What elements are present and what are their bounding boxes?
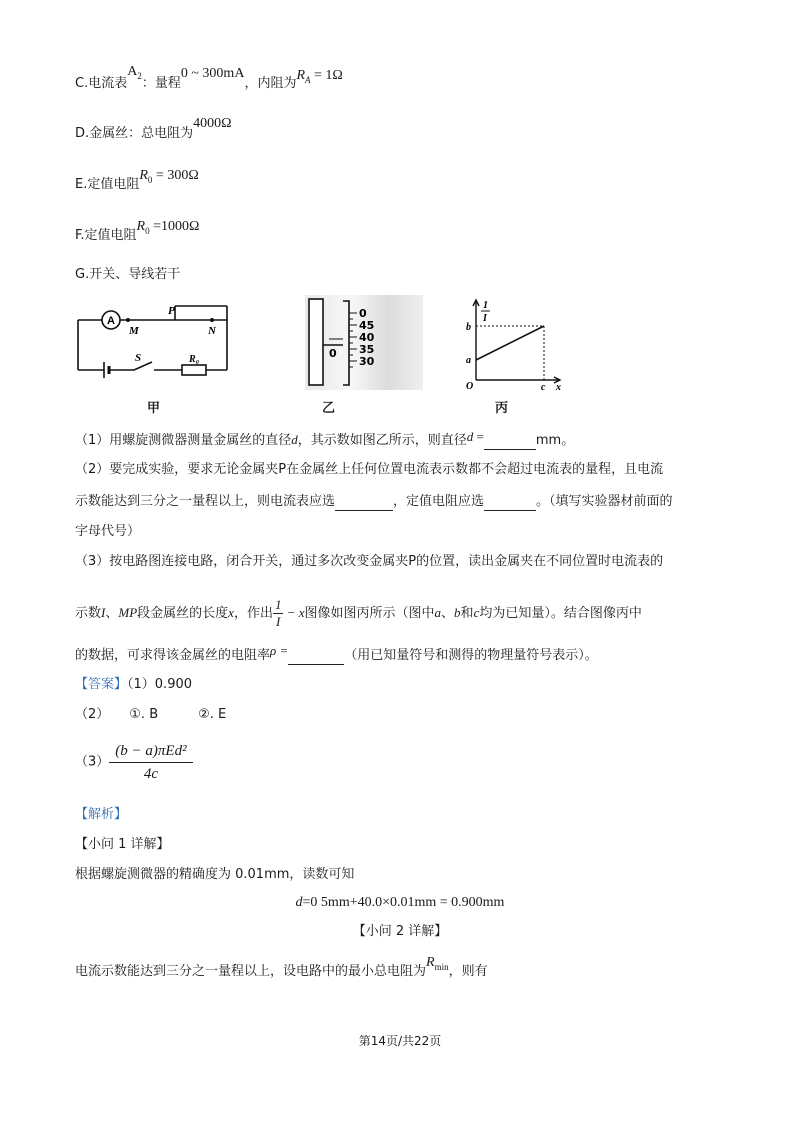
answer-line-3: （3） $\frac{\text{(b − a)πEd²}}{4c}$	[75, 740, 193, 785]
answer-label: 【答案】	[75, 677, 128, 692]
label-b: b	[466, 322, 471, 333]
item-e	[75, 168, 199, 198]
question-3-line-2: 示数I、MP段金属丝的长度x，作出 $\frac{1}{I}$ − x图像如图丙所示（图中a、b和c均为已知量）。结合图像丙中	[75, 597, 642, 629]
item-c	[75, 64, 343, 97]
answer-blank-2a[interactable]	[335, 496, 393, 511]
ammeter-label: A	[107, 315, 115, 327]
answer-blank-2b[interactable]	[484, 496, 536, 511]
range-value: 0 ~ 300mA	[180, 66, 245, 81]
point-m-label: M	[129, 325, 139, 337]
item-d-text: D.金属丝：总电阻为	[75, 126, 194, 141]
fraction-1-over-i: $\frac{1}{I}$	[274, 597, 282, 629]
thimble-tick-45: 45	[359, 319, 375, 332]
question-3-line-3: 的数据，可求得该金属丝的电阻率ρ = （用已知量符号和测得的物理量符号表示）。	[75, 643, 598, 663]
item-c-prefix: C.电流表	[75, 76, 128, 91]
thimble-tick-0: 0	[359, 307, 367, 320]
label-c: c	[541, 382, 546, 392]
analysis-formula-d: d=0 5mm+40.0×0.01mm = 0.900mm	[295, 895, 505, 910]
resistor-label: R₀	[189, 354, 200, 365]
answer-3-fraction: $\frac{\text{(b − a)πEd²}}{4c}$	[109, 740, 192, 785]
y-axis-num: 1	[483, 300, 488, 311]
page-footer: 第14页/共22页	[358, 1034, 442, 1048]
y-axis-den: I	[483, 313, 487, 324]
analysis-para-2: 电流示数能达到三分之一量程以上，设电路中的最小总电阻为$R_{min}$，则有	[75, 955, 488, 979]
micrometer-photo	[305, 295, 423, 390]
figure-jia-caption: 甲	[147, 401, 161, 416]
symbol-d: d	[291, 432, 298, 447]
circuit-diagram	[72, 300, 242, 385]
item-d	[75, 116, 232, 143]
thimble-tick-30: 30	[359, 355, 375, 368]
analysis-label: 【解析】	[75, 807, 128, 822]
switch-label: S	[135, 352, 142, 364]
thimble-tick-40: 40	[359, 331, 375, 344]
label-x: x	[556, 382, 561, 392]
item-g: G.开关、导线若干	[75, 267, 181, 282]
item-e-text: E.定值电阻	[75, 177, 140, 192]
question-2-line-1: （2）要完成实验，要求无论金属夹P在金属丝上任何位置电流表示数都不会超过电流表的量程，且电流	[75, 462, 664, 477]
range-label: ：量程	[141, 76, 181, 91]
thimble-tick-35: 35	[359, 343, 375, 356]
figure-bing-caption: 丙	[495, 401, 509, 416]
question-1: （1）用螺旋测微器测量金属丝的直径d，其示数如图乙所示，则直径d = mm。	[75, 429, 575, 448]
ra-value: $R_A = 1\Omega$	[296, 68, 343, 85]
analysis-sub-2: 【小问 2 详解】	[352, 924, 448, 939]
answer-blank-3[interactable]	[288, 650, 344, 665]
point-p-label: P	[168, 305, 175, 317]
question-2-line-3: 字母代号）	[75, 524, 141, 539]
graph-1-over-i-vs-x	[458, 296, 568, 392]
analysis-para-1: 根据螺旋测微器的精确度为 0.01mm，读数可知	[75, 867, 355, 882]
item-e-value: $R_0 = 300\Omega$	[139, 168, 199, 185]
question-2-line-2: 示数能达到三分之一量程以上，则电流表应选 ，定值电阻应选 。（填写实验器材前面的	[75, 494, 673, 509]
item-f-text: F.定值电阻	[75, 228, 137, 243]
label-origin: O	[466, 381, 474, 392]
point-n-label: N	[208, 325, 216, 337]
analysis-sub-1: 【小问 1 详解】	[75, 837, 170, 852]
answer-line-2: （2） ①. B ②. E	[75, 707, 227, 722]
item-f-value: $R_0 =1000\Omega$	[136, 219, 200, 236]
ammeter-symbol: $A_2$	[127, 64, 142, 81]
item-f	[75, 219, 200, 249]
main-scale-label: 0	[329, 347, 337, 360]
item-d-value: 4000Ω	[193, 116, 232, 131]
figure-yi-caption: 乙	[322, 401, 336, 416]
question-3-line-1: （3）按电路图连接电路，闭合开关，通过多次改变金属夹P的位置，读出金属夹在不同位置时电流表的	[75, 554, 664, 569]
label-a: a	[466, 355, 471, 366]
answer-blank-1[interactable]	[484, 435, 536, 450]
answer-line-1: 【答案】（1）0.900	[75, 677, 193, 692]
resistance-label: ，内阻为	[244, 76, 297, 91]
